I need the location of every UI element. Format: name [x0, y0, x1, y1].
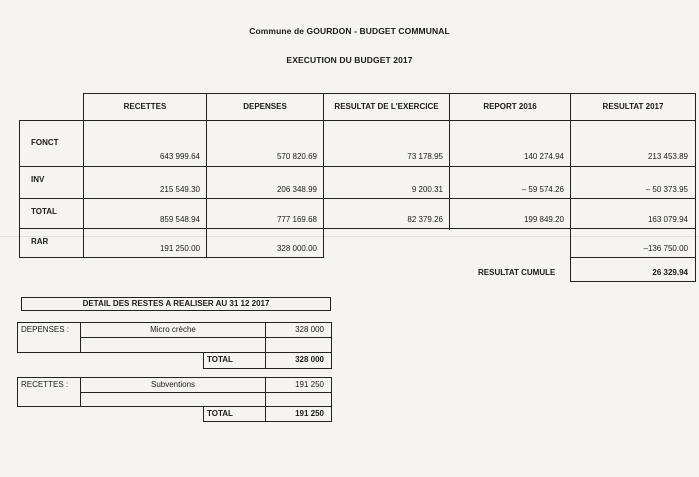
fonct-resultat-exercice: 73 178.95 — [407, 152, 443, 161]
row-label-inv: INV — [19, 166, 84, 199]
resultat-cumule-value: 26 329.94 — [652, 268, 688, 277]
depenses-item: Micro crèche — [150, 325, 196, 334]
inv-recettes: 215 549.30 — [159, 185, 200, 194]
resultat-cumule-label: RESULTAT CUMULE — [478, 268, 556, 277]
detail-title: DETAIL DES RESTES A REALISER AU 31 12 2017 — [82, 299, 270, 308]
col-header-resultat-exercice: RESULTAT DE L'EXERCICE — [323, 93, 450, 121]
depenses-label: DEPENSES : — [21, 325, 70, 334]
total-report-2016: 199 849.20 — [523, 215, 564, 224]
recettes-total-label: TOTAL — [207, 409, 233, 418]
inv-depenses: 206 348.99 — [276, 185, 317, 194]
depenses-total: 328 000 — [295, 355, 324, 364]
fonct-resultat-2017: 213 453.89 — [647, 152, 688, 161]
total-recettes: 859 548.94 — [159, 215, 200, 224]
execution-title: EXECUTION DU BUDGET 2017 — [286, 55, 413, 65]
col-header-report-2016: REPORT 2016 — [449, 93, 571, 121]
total-resultat-exercice: 82 379.26 — [407, 215, 443, 224]
fonct-recettes: 643 999.64 — [159, 152, 200, 161]
paper-fold-line — [0, 236, 699, 237]
inv-resultat-2017: – 50 373.95 — [645, 185, 688, 194]
total-resultat-2017: 163 079.94 — [647, 215, 688, 224]
recettes-amount: 191 250 — [295, 380, 324, 389]
recettes-total: 191 250 — [295, 409, 324, 418]
depenses-amount: 328 000 — [295, 325, 324, 334]
col-header-recettes: RECETTES — [83, 93, 207, 121]
row-label-rar: RAR — [19, 228, 84, 258]
row-label-fonct: FONCT — [19, 120, 84, 167]
inv-report-2016: – 59 574.26 — [521, 185, 564, 194]
rar-depenses: 328 000.00 — [276, 244, 317, 253]
commune-title: Commune de GOURDON - BUDGET COMMUNAL — [249, 26, 450, 36]
inv-resultat-exercice: 9 200.31 — [411, 185, 443, 194]
rar-resultat-2017: –136 750.00 — [643, 244, 688, 253]
fonct-depenses: 570 820.69 — [276, 152, 317, 161]
total-depenses: 777 169.68 — [276, 215, 317, 224]
fonct-report-2016: 140 274.94 — [523, 152, 564, 161]
col-header-resultat-2017: RESULTAT 2017 — [570, 93, 696, 121]
recettes-item: Subventions — [150, 380, 196, 389]
recettes-label: RECETTES : — [21, 380, 69, 389]
col-header-depenses: DEPENSES — [206, 93, 324, 121]
depenses-total-label: TOTAL — [207, 355, 233, 364]
rar-recettes: 191 250.00 — [159, 244, 200, 253]
row-label-total: TOTAL — [19, 198, 84, 229]
detail-title-box — [21, 297, 331, 311]
